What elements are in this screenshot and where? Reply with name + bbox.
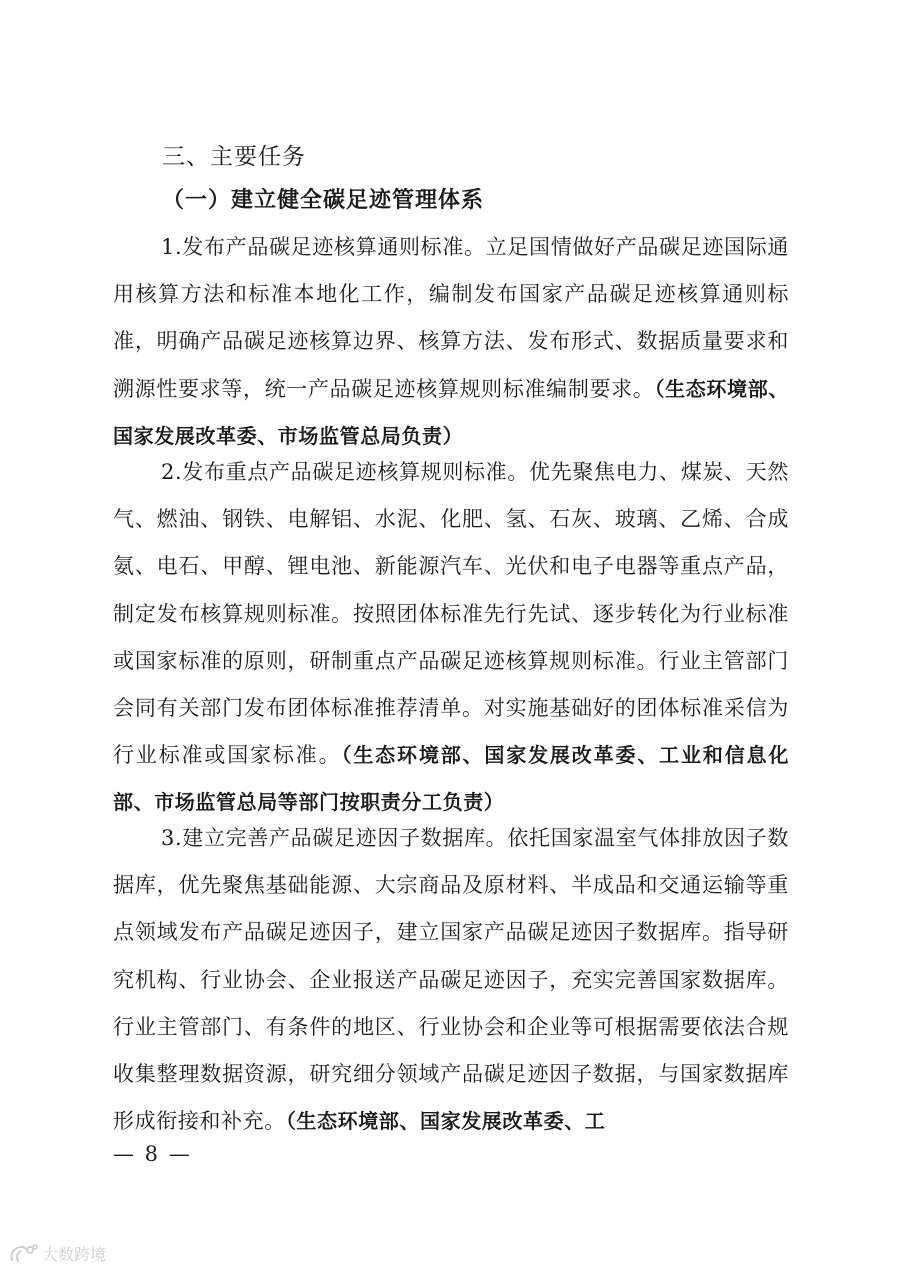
paragraph-2-responsibility: （生态环境部、国家发展改革委、工业和信息化部、市场监管总局等部门按职责分工负责） bbox=[113, 743, 789, 815]
section-heading: 三、主要任务 bbox=[162, 144, 306, 170]
subsection-heading: （一）建立健全碳足迹管理体系 bbox=[162, 188, 485, 213]
watermark bbox=[8, 1240, 106, 1266]
page-number: — 8 — bbox=[113, 1142, 192, 1166]
paragraph-3-text: 3.建立完善产品碳足迹因子数据库。依托国家温室气体排放因子数据库，优先聚焦基础能源、大宗商品及原材料、半成品和交通运输等重点领域发布产品碳足迹因子，建立国家产品碳足迹因子数据库。指导研究机构、行业协会、企业报送产品碳足迹因子，充实完善国家数据库。行业主管部门、有条件的地区、行业协会和企业等可根据需要依法合规收集整理数据资源，研究细分领域产品碳足迹因子数据，与国家数据库形成衔接和补充。 bbox=[113, 826, 789, 1134]
paragraph-2 bbox=[113, 449, 789, 827]
paragraph-2-text: 2.发布重点产品碳足迹核算规则标准。优先聚焦电力、煤炭、天然气、燃油、钢铁、电解铝、水泥、化肥、氢、石灰、玻璃、乙烯、合成氨、电石、甲醇、锂电池、新能源汽车、光伏和电子电器等重点产品，制定发布核算规则标准。按照团体标准先行先试、逐步转化为行业标准或国家标准的原则，研制重点产品碳足迹核算规则标准。行业主管部门会同有关部门发布团体标准推荐清单。对实施基础好的团体标准采信为行业标准或国家标准。 bbox=[113, 460, 789, 768]
watermark-logo-icon bbox=[8, 1242, 38, 1264]
paragraph-3-responsibility: （生态环境部、国家发展改革委、工 bbox=[285, 1109, 606, 1134]
watermark-text: 大数跨境 bbox=[42, 1244, 107, 1264]
paragraph-3 bbox=[113, 815, 789, 1145]
paragraph-1 bbox=[113, 224, 789, 460]
paragraph-1-responsibility: （生态环境部、国家发展改革委、市场监管总局负责） bbox=[113, 376, 790, 448]
paragraph-1-text: 1.发布产品碳足迹核算通则标准。立足国情做好产品碳足迹国际通用核算方法和标准本地化工作，编制发布国家产品碳足迹核算通则标准，明确产品碳足迹核算边界、核算方法、发布形式、数据质量要求和溯源性要求等，统一产品碳足迹核算规则标准编制要求。 bbox=[113, 235, 789, 401]
